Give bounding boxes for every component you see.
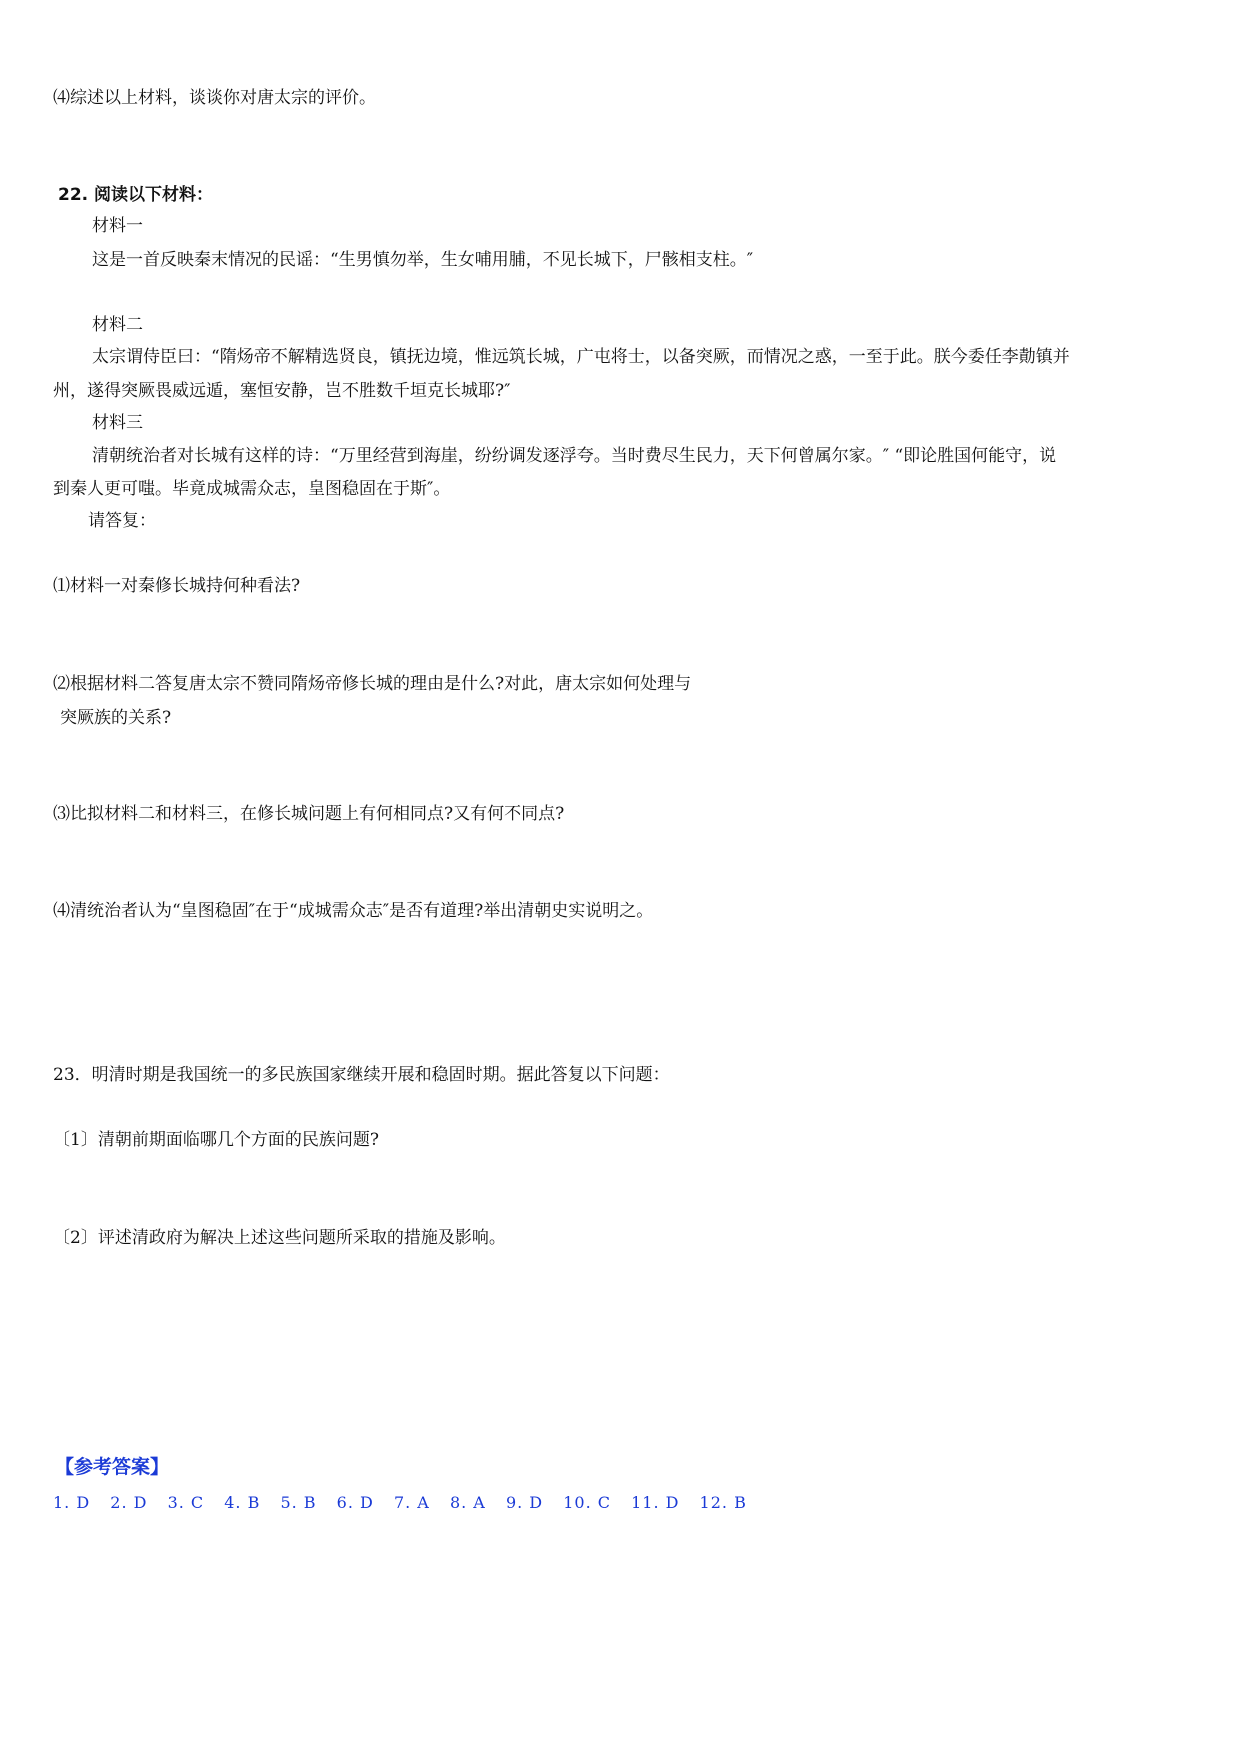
q22-part1: ⑴材料一对秦修长城持何种看法?	[53, 576, 301, 596]
material-3-text-line1: 清朝统治者对长城有这样的诗：“万里经营到海崖，纷纷调发逐浮夸。当时费尽生民力，天下何曾属尔家。″ “即论胜国何能守，说	[92, 446, 1057, 466]
q22-heading: 22. 阅读以下材料：	[58, 185, 214, 205]
answers-row	[53, 1492, 761, 1514]
q22-part3: ⑶比拟材料二和材料三，在修长城问题上有何相同点?又有何不同点?	[53, 804, 565, 824]
q22-part2-line2: 突厥族的关系?	[60, 708, 172, 728]
material-3-text-line2: 到秦人更可嗤。毕竟成城需众志，皇图稳固在于斯″。	[53, 479, 451, 499]
answer-item: 9. D	[505, 1493, 544, 1512]
answer-item: 8. A	[449, 1493, 486, 1512]
material-1-title: 材料一	[92, 216, 143, 236]
material-2-title: 材料二	[92, 315, 143, 335]
answer-item: 4. B	[224, 1493, 261, 1512]
answers-heading: 【参考答案】	[55, 1456, 170, 1478]
material-1-text: 这是一首反映秦末情况的民谣：“生男慎勿举，生女哺用脯，不见长城下，尸骸相支柱。″	[92, 250, 754, 270]
answer-item: 5. B	[280, 1493, 317, 1512]
answer-item: 3. C	[167, 1493, 205, 1512]
q23-stem: 23．明清时期是我国统一的多民族国家继续开展和稳固时期。据此答复以下问题：	[53, 1065, 670, 1085]
q21-part4: ⑷综述以上材料，谈谈你对唐太宗的评价。	[53, 88, 376, 108]
material-2-text-line1: 太宗谓侍臣曰：“隋炀帝不解精选贤良，镇抚边境，惟远筑长城，广屯将士，以备突厥，而情况之惑，一至于此。朕今委任李勣镇并	[92, 347, 1070, 367]
q23-part1: 〔1〕清朝前期面临哪几个方面的民族问题?	[53, 1130, 379, 1150]
material-2-text-line2: 州，遂得突厥畏威远遁，塞恒安静，岂不胜数千垣克长城耶?″	[53, 381, 511, 401]
answer-item: 11. D	[631, 1493, 680, 1512]
answer-item: 6. D	[336, 1493, 374, 1512]
material-3-title: 材料三	[92, 413, 143, 433]
q23-part2: 〔2〕评述清政府为解决上述这些问题所采取的措施及影响。	[53, 1228, 506, 1248]
q22-part4: ⑷清统治者认为“皇图稳固″在于“成城需众志″是否有道理?举出清朝史实说明之。	[53, 901, 654, 921]
q22-part2-line1: ⑵根据材料二答复唐太宗不赞同隋炀帝修长城的理由是什么?对此，唐太宗如何处理与	[53, 674, 692, 694]
answer-prompt: 请答复：	[88, 511, 156, 531]
answer-item: 10. C	[563, 1493, 611, 1512]
answer-item: 2. D	[110, 1493, 148, 1512]
answer-item: 12. B	[699, 1493, 747, 1512]
answer-item: 1. D	[53, 1493, 91, 1512]
answer-item: 7. A	[393, 1493, 430, 1512]
